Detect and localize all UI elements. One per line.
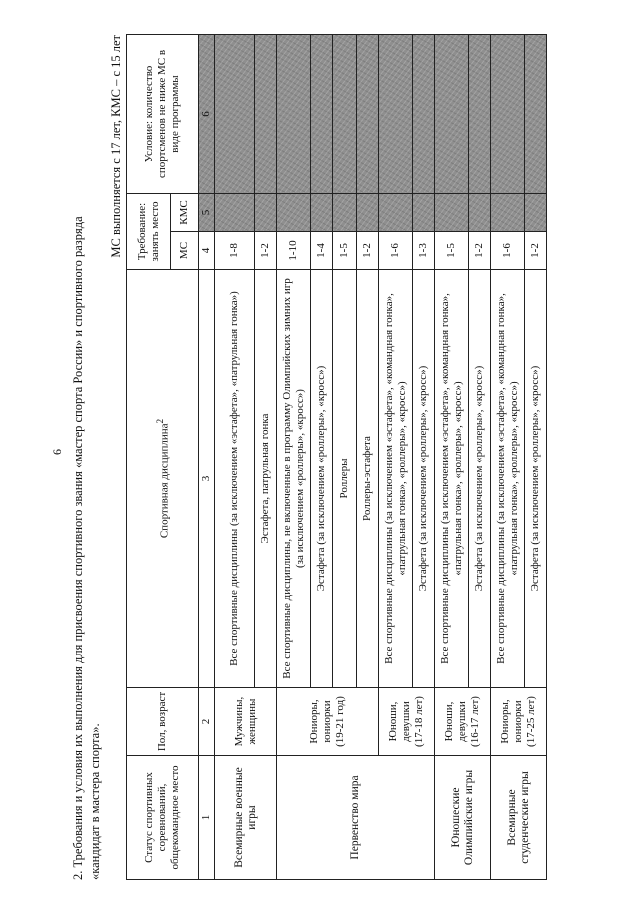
header-condition: Условие: количество спортсменов не ниже МС в виде программы — [127, 35, 199, 194]
rotated-page-content — [70, 35, 630, 880]
ms-place-cell: 1-6 — [491, 232, 525, 270]
ms-place-cell: 1-6 — [379, 232, 413, 270]
kms-place-cell — [491, 194, 525, 232]
condition-cell — [469, 35, 491, 194]
discipline-cell: Эстафета, патрульная гонка — [255, 270, 277, 688]
column-number: 6 — [199, 35, 215, 194]
discipline-cell: Роллеры — [333, 270, 357, 688]
header-status: Статус спортивных соревнований, общекомандное место — [127, 756, 199, 880]
table-row — [379, 35, 413, 880]
column-numbers-row — [199, 35, 215, 880]
table-row — [215, 35, 255, 880]
gender-age-cell: Юниоры, юниорки (17-25 лет) — [491, 688, 547, 756]
ms-place-cell: 1-2 — [255, 232, 277, 270]
gender-age-cell: Юниоры, юниорки (19-21 год) — [277, 688, 379, 756]
kms-place-cell — [525, 194, 547, 232]
discipline-cell: Эстафета (за исключением «роллеры», «кросс») — [311, 270, 333, 688]
table-body — [215, 35, 547, 880]
ms-place-cell: 1-5 — [435, 232, 469, 270]
condition-cell — [277, 35, 311, 194]
condition-cell — [255, 35, 277, 194]
footnote-mark: 2 — [154, 418, 165, 424]
ms-place-cell: 1-2 — [525, 232, 547, 270]
discipline-cell: Все спортивные дисциплины, не включенные в программу Олимпийских зимних игр (за исключением «роллеры», «кросс») — [277, 270, 311, 688]
discipline-cell: Все спортивные дисциплины (за исключением «эстафета», «командная гонка», «патрульная гонка», «роллеры», «кросс») — [435, 270, 469, 688]
status-cell: Первенство мира — [277, 756, 435, 880]
discipline-cell: Эстафета (за исключением «роллеры», «кросс») — [413, 270, 435, 688]
column-number: 2 — [199, 688, 215, 756]
column-number: 3 — [199, 270, 215, 688]
heading-line-2: «кандидат в мастера спорта». — [88, 723, 102, 880]
discipline-cell: Эстафета (за исключением «роллеры», «кросс») — [525, 270, 547, 688]
kms-place-cell — [277, 194, 311, 232]
condition-cell — [435, 35, 469, 194]
ms-place-cell: 1-10 — [277, 232, 311, 270]
kms-place-cell — [333, 194, 357, 232]
condition-cell — [333, 35, 357, 194]
gender-age-cell: Мужчины, женщины — [215, 688, 277, 756]
condition-cell — [357, 35, 379, 194]
kms-place-cell — [435, 194, 469, 232]
header-gender-age: Пол, возраст — [127, 688, 199, 756]
header-requirement: Требование: занять место — [127, 194, 171, 270]
condition-cell — [379, 35, 413, 194]
ms-place-cell: 1-3 — [413, 232, 435, 270]
page-number: 6 — [50, 449, 64, 455]
discipline-cell: Эстафета (за исключением «роллеры», «кросс») — [469, 270, 491, 688]
column-number: 4 — [199, 232, 215, 270]
requirements-table — [126, 34, 547, 880]
kms-place-cell — [379, 194, 413, 232]
discipline-cell: Роллеры-эстафета — [357, 270, 379, 688]
gender-age-cell: Юноши, девушки (16-17 лет) — [435, 688, 491, 756]
ms-place-cell: 1-2 — [469, 232, 491, 270]
header-ms: МС — [171, 232, 199, 270]
condition-cell — [525, 35, 547, 194]
kms-place-cell — [311, 194, 333, 232]
kms-place-cell — [413, 194, 435, 232]
header-discipline — [127, 270, 199, 688]
kms-place-cell — [469, 194, 491, 232]
kms-place-cell — [357, 194, 379, 232]
condition-cell — [491, 35, 525, 194]
heading-line-1: 2. Требования и условия их выполнения для присвоения спортивного звания «мастер спорта России» и спортивного разряда — [71, 216, 85, 880]
ms-place-cell: 1-8 — [215, 232, 255, 270]
table-row — [277, 35, 311, 880]
discipline-cell: Все спортивные дисциплины (за исключением «эстафета», «командная гонка», «патрульная гонка», «роллеры», «кросс») — [379, 270, 413, 688]
status-cell: Всемирные военные игры — [215, 756, 277, 880]
ms-place-cell: 1-5 — [333, 232, 357, 270]
table-row — [491, 35, 525, 880]
column-number: 5 — [199, 194, 215, 232]
status-cell: Всемирные студенческие игры — [491, 756, 547, 880]
kms-place-cell — [215, 194, 255, 232]
ms-place-cell: 1-4 — [311, 232, 333, 270]
condition-cell — [215, 35, 255, 194]
discipline-cell: Все спортивные дисциплины (за исключением «эстафета», «патрульная гонка») — [215, 270, 255, 688]
condition-cell — [413, 35, 435, 194]
table-row — [435, 35, 469, 880]
status-cell: Юношеские Олимпийские игры — [435, 756, 491, 880]
condition-cell — [311, 35, 333, 194]
discipline-cell: Все спортивные дисциплины (за исключением «эстафета», «командная гонка», «патрульная гонка», «роллеры», «кросс») — [491, 270, 525, 688]
kms-place-cell — [255, 194, 277, 232]
column-number: 1 — [199, 756, 215, 880]
age-note: МС выполняется с 17 лет, КМС – с 15 лет — [109, 35, 123, 258]
gender-age-cell: Юноши, девушки (17-18 лет) — [379, 688, 435, 756]
header-kms: КМС — [171, 194, 199, 232]
ms-place-cell: 1-2 — [357, 232, 379, 270]
header-discipline-text: Спортивная дисциплина — [158, 423, 171, 539]
